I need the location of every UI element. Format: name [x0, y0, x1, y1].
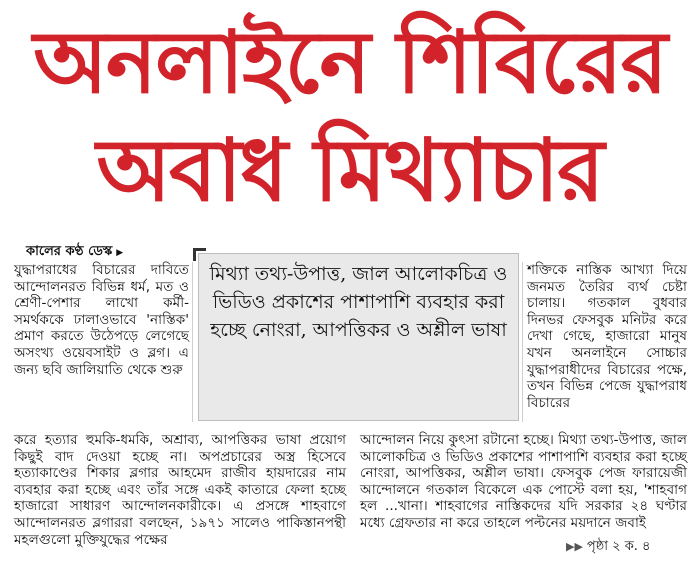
bottom-right-text: আন্দোলন নিয়ে কুৎসা রটানো হচ্ছে। মিথ্যা তথ্য-উপাত্ত, জাল আলোকচিত্র ও ভিডিও প্রকাশের পাশাপাশি ব্যবহার করা হচ্ছে নোংরা, আপত্তিকর, অশ্লীল ভাষা। ফেসবুক পেজ ফারায়েজী আন্দোলনে গতকাল বিকেলে এক পোস্টে বলা হয়, 'শাহবাগ হল ...খানা। শাহবাগের নাস্তিকদের যদি সরকার ২৪ ঘণ্টার মধ্যে গ্রেফতার না করে তাহলে পল্টনের ময়দানে জবাই — [360, 432, 687, 531]
byline-text: কালের কণ্ঠ ডেস্ক — [26, 244, 113, 259]
double-arrow-icon: ▶▶ — [566, 540, 583, 553]
bottom-left-column — [14, 432, 346, 548]
left-column-text: যুদ্ধাপরাধের বিচারের দাবিতে আন্দোলনরত বিভিন্ন ধর্ম, মত ও শ্রেণী-পেশার লাখো কর্মী-সমর্থককে ঢালাওভাবে 'নাস্তিক' প্রমাণ করতে উঠেপড়ে লেগেছে অসংখ্য ওয়েবসাইট ও ব্লগ। এ জন্য ছবি জালিয়াতি থেকে শুরু — [14, 262, 189, 378]
right-column-text: শক্তিকে নাস্তিক আখ্যা দিয়ে জনমত তৈরির ব্যর্থ চেষ্টা চালায়। গতকাল বুধবার দিনভর ফেসবুক মনিটর করে দেখা গেছে, হাজারো মানুষ যখন অনলাইনে সোচ্চার যুদ্ধাপরাধীদের বিচারের পক্ষে, তখন বিভিন্ন পেজে যুদ্ধাপরাধ বিচারের — [527, 262, 687, 411]
column-divider-right — [522, 262, 523, 422]
bottom-left-text: করে হত্যার হুমকি-ধমকি, অশ্রাব্য, আপত্তিকর ভাষা প্রয়োগ কিছুই বাদ দেওয়া হচ্ছে না। অপপ্রচারের অস্ত্র হিসেবে হত্যাকাণ্ডের শিকার ব্লগার আহমেদ রাজীব হায়দারের নাম ব্যবহার করা হচ্ছে এবং তাঁর সঙ্গে একই কাতারে ফেলা হচ্ছে হাজারো সাধারণ আন্দোলনকারীকে। এ প্রসঙ্গে শাহবাগে আন্দোলনরত ব্লগাররা বলছেন, ১৯৭১ সালেও পাকিস্তানপন্থী মহলগুলো মুক্তিযুদ্ধের পক্ষের — [14, 432, 346, 548]
pull-quote-text: মিথ্যা তথ্য-উপাত্ত, জাল আলোকচিত্র ও ভিডিও প্রকাশের পাশাপাশি ব্যবহার করা হচ্ছে নোংরা, আপত্তিকর ও অশ্লীল ভাষা — [209, 263, 508, 341]
triangle-icon: ▶ — [116, 248, 124, 258]
column-divider-left — [192, 262, 193, 422]
continued-label: পৃষ্ঠা ২ ক. ৪ — [586, 539, 651, 554]
left-column — [14, 262, 189, 378]
bottom-section — [14, 432, 687, 548]
headline-line-1: অনলাইনে শিবিরের — [33, 12, 666, 113]
pull-quote-box — [198, 253, 519, 421]
byline — [26, 244, 123, 262]
right-column — [527, 262, 687, 411]
headline-line-2: অবাধ মিথ্যাচার — [96, 120, 603, 221]
continued-on-page[interactable] — [566, 537, 651, 558]
bottom-right-column — [360, 432, 687, 532]
